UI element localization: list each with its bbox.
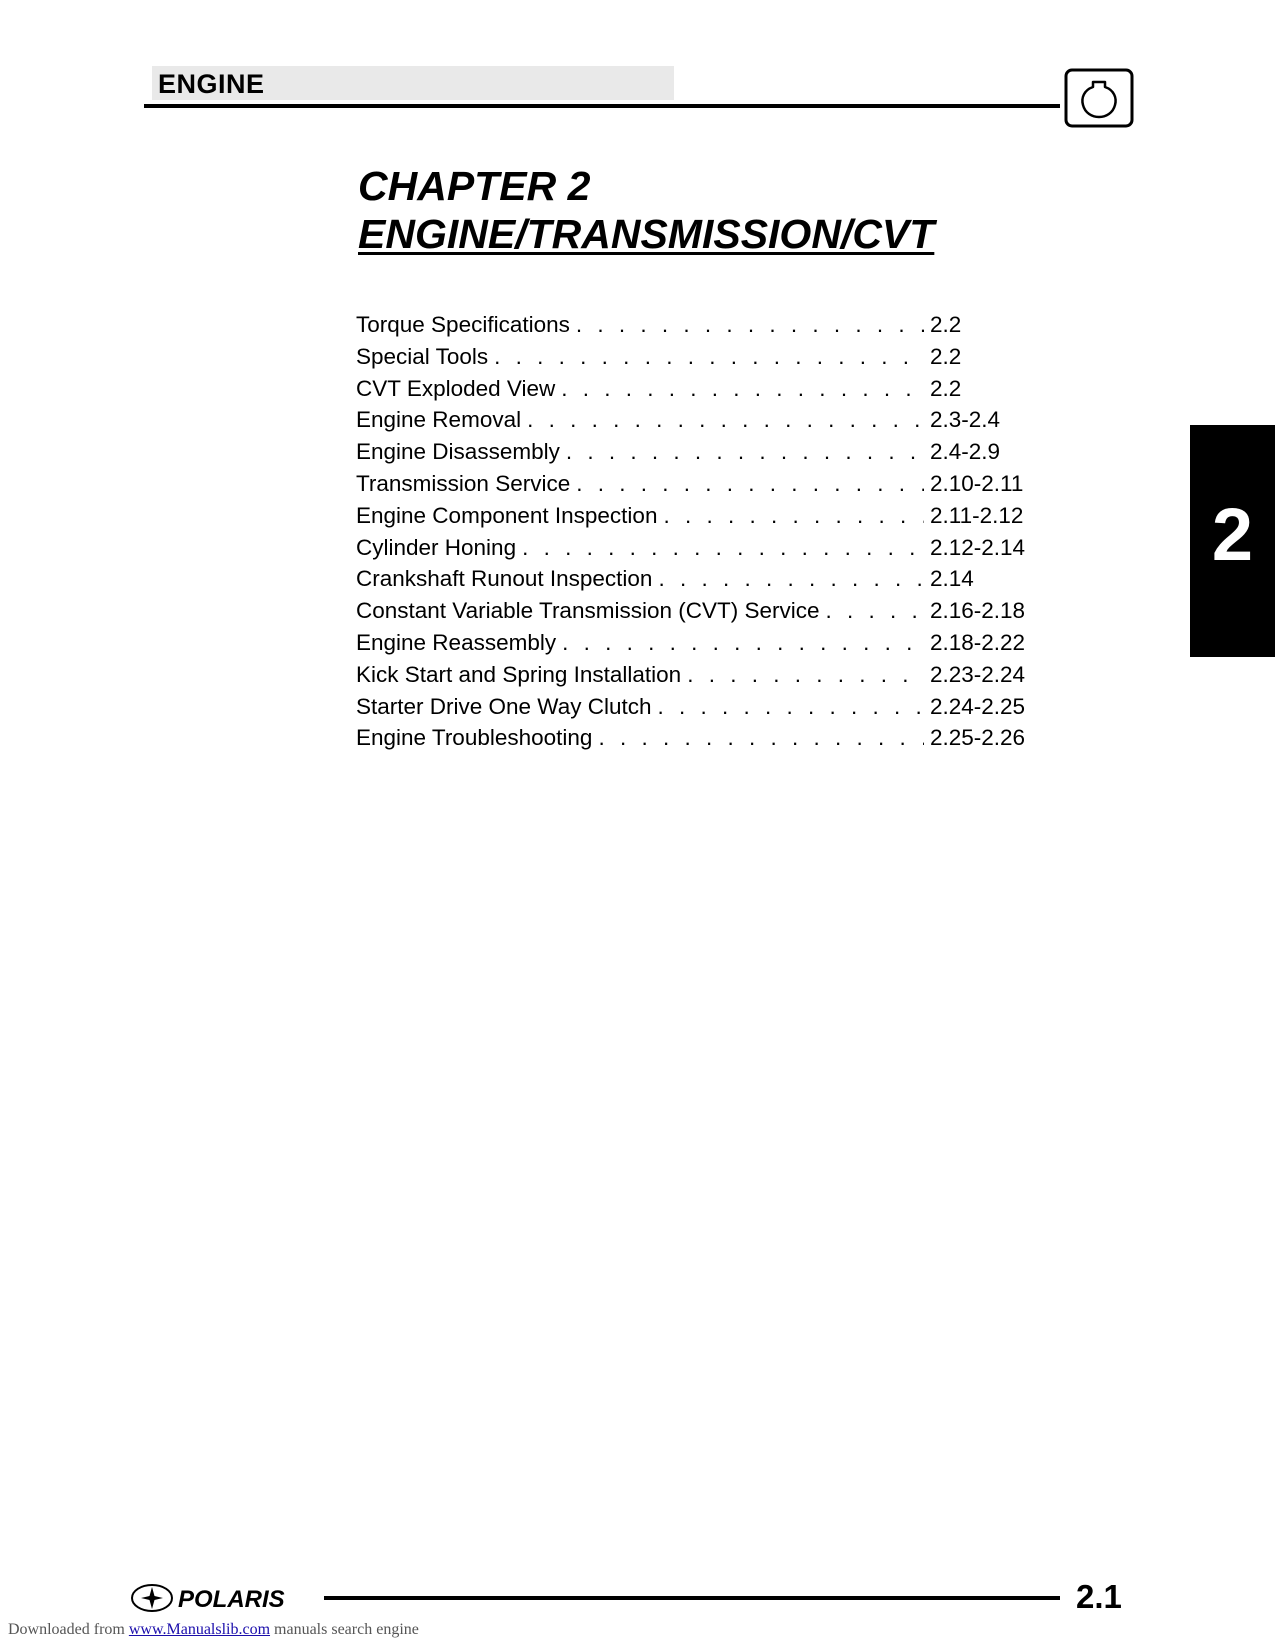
table-of-contents [356,312,1036,757]
toc-entry-page: 2.2 [930,375,962,401]
toc-entry-title: Kick Start and Spring Installation [356,661,682,687]
toc-entry-page: 2.18-2.22 [930,629,1026,655]
toc-leader-dots [598,725,924,751]
section-label: ENGINE [158,69,265,99]
toc-entry-title: Starter Drive One Way Clutch [356,693,652,719]
toc-entry-page: 2.2 [930,312,962,337]
toc-entry-page: 2.3-2.4 [930,407,1001,433]
toc-entry-page: 2.10-2.11 [930,470,1024,496]
toc-entry[interactable] [356,725,1036,757]
toc-entry-title: Constant Variable Transmission (CVT) Service [356,598,820,624]
toc-entry[interactable] [356,694,1036,726]
toc-entry-title: Engine Reassembly [356,629,557,655]
toc-entry-page: 2.16-2.18 [930,598,1026,624]
page-number: 2.1 [1076,1578,1122,1615]
toc-entry-page: 2.25-2.26 [930,725,1026,751]
toc-entry-page: 2.23-2.24 [930,661,1026,687]
toc-leader-dots [826,598,925,624]
toc-entry-page: 2.11-2.12 [930,502,1024,528]
toc-leader-dots [562,630,924,656]
toc-entry-page: 2.2 [930,343,962,369]
toc-entry[interactable] [356,503,1036,535]
toc-entry[interactable] [356,598,1036,630]
toc-entry-title: Transmission Service [356,470,571,496]
toc-leader-dots [576,471,924,497]
toc-entry[interactable] [356,535,1036,567]
manualslib-link[interactable]: www.Manualslib.com [128,1621,271,1638]
engine-piston-icon [1064,68,1134,128]
toc-entry-title: Engine Disassembly [356,439,560,465]
toc-leader-dots [561,376,924,402]
toc-entry-page: 2.4-2.9 [930,439,1001,465]
toc-leader-dots [566,439,924,465]
toc-entry-title: Cylinder Honing [356,534,517,560]
footer-rule [324,1596,1060,1600]
toc-leader-dots [658,566,924,592]
toc-entry[interactable] [356,407,1036,439]
toc-leader-dots [522,535,924,561]
toc-entry[interactable] [356,312,1036,344]
toc-entry-title: Torque Specifications [356,312,570,337]
toc-entry-title: Engine Component Inspection [356,502,658,528]
toc-entry-page: 2.12-2.14 [930,534,1026,560]
toc-entry-title: Engine Troubleshooting [356,725,593,751]
toc-leader-dots [576,312,924,338]
toc-entry-title: Special Tools [356,343,489,369]
download-suffix: manuals search engine [274,1621,419,1638]
toc-entry-title: CVT Exploded View [356,375,556,401]
toc-leader-dots [494,344,924,370]
toc-leader-dots [658,694,925,720]
toc-leader-dots [687,662,924,688]
toc-entry[interactable] [356,662,1036,694]
chapter-number: CHAPTER 2 [358,163,591,209]
download-prefix: Downloaded from [8,1621,125,1638]
toc-entry[interactable] [356,566,1036,598]
chapter-title: ENGINE/TRANSMISSION/CVT [358,211,935,257]
toc-leader-dots [663,503,924,529]
download-note [8,1621,419,1639]
toc-entry-title: Engine Removal [356,407,522,433]
toc-leader-dots [527,407,924,433]
toc-entry[interactable] [356,376,1036,408]
toc-entry[interactable] [356,471,1036,503]
polaris-wordmark: POLARIS [178,1586,285,1613]
polaris-star-logo-icon [130,1581,320,1615]
toc-entry[interactable] [356,344,1036,376]
toc-entry[interactable] [356,439,1036,471]
toc-entry-page: 2.14 [930,566,974,592]
toc-entry[interactable] [356,630,1036,662]
chapter-side-tab [1190,425,1275,657]
toc-entry-title: Crankshaft Runout Inspection [356,566,653,592]
toc-entry-page: 2.24-2.25 [930,693,1026,719]
chapter-tab-number: 2 [1211,493,1254,576]
header-rule [144,104,1060,108]
